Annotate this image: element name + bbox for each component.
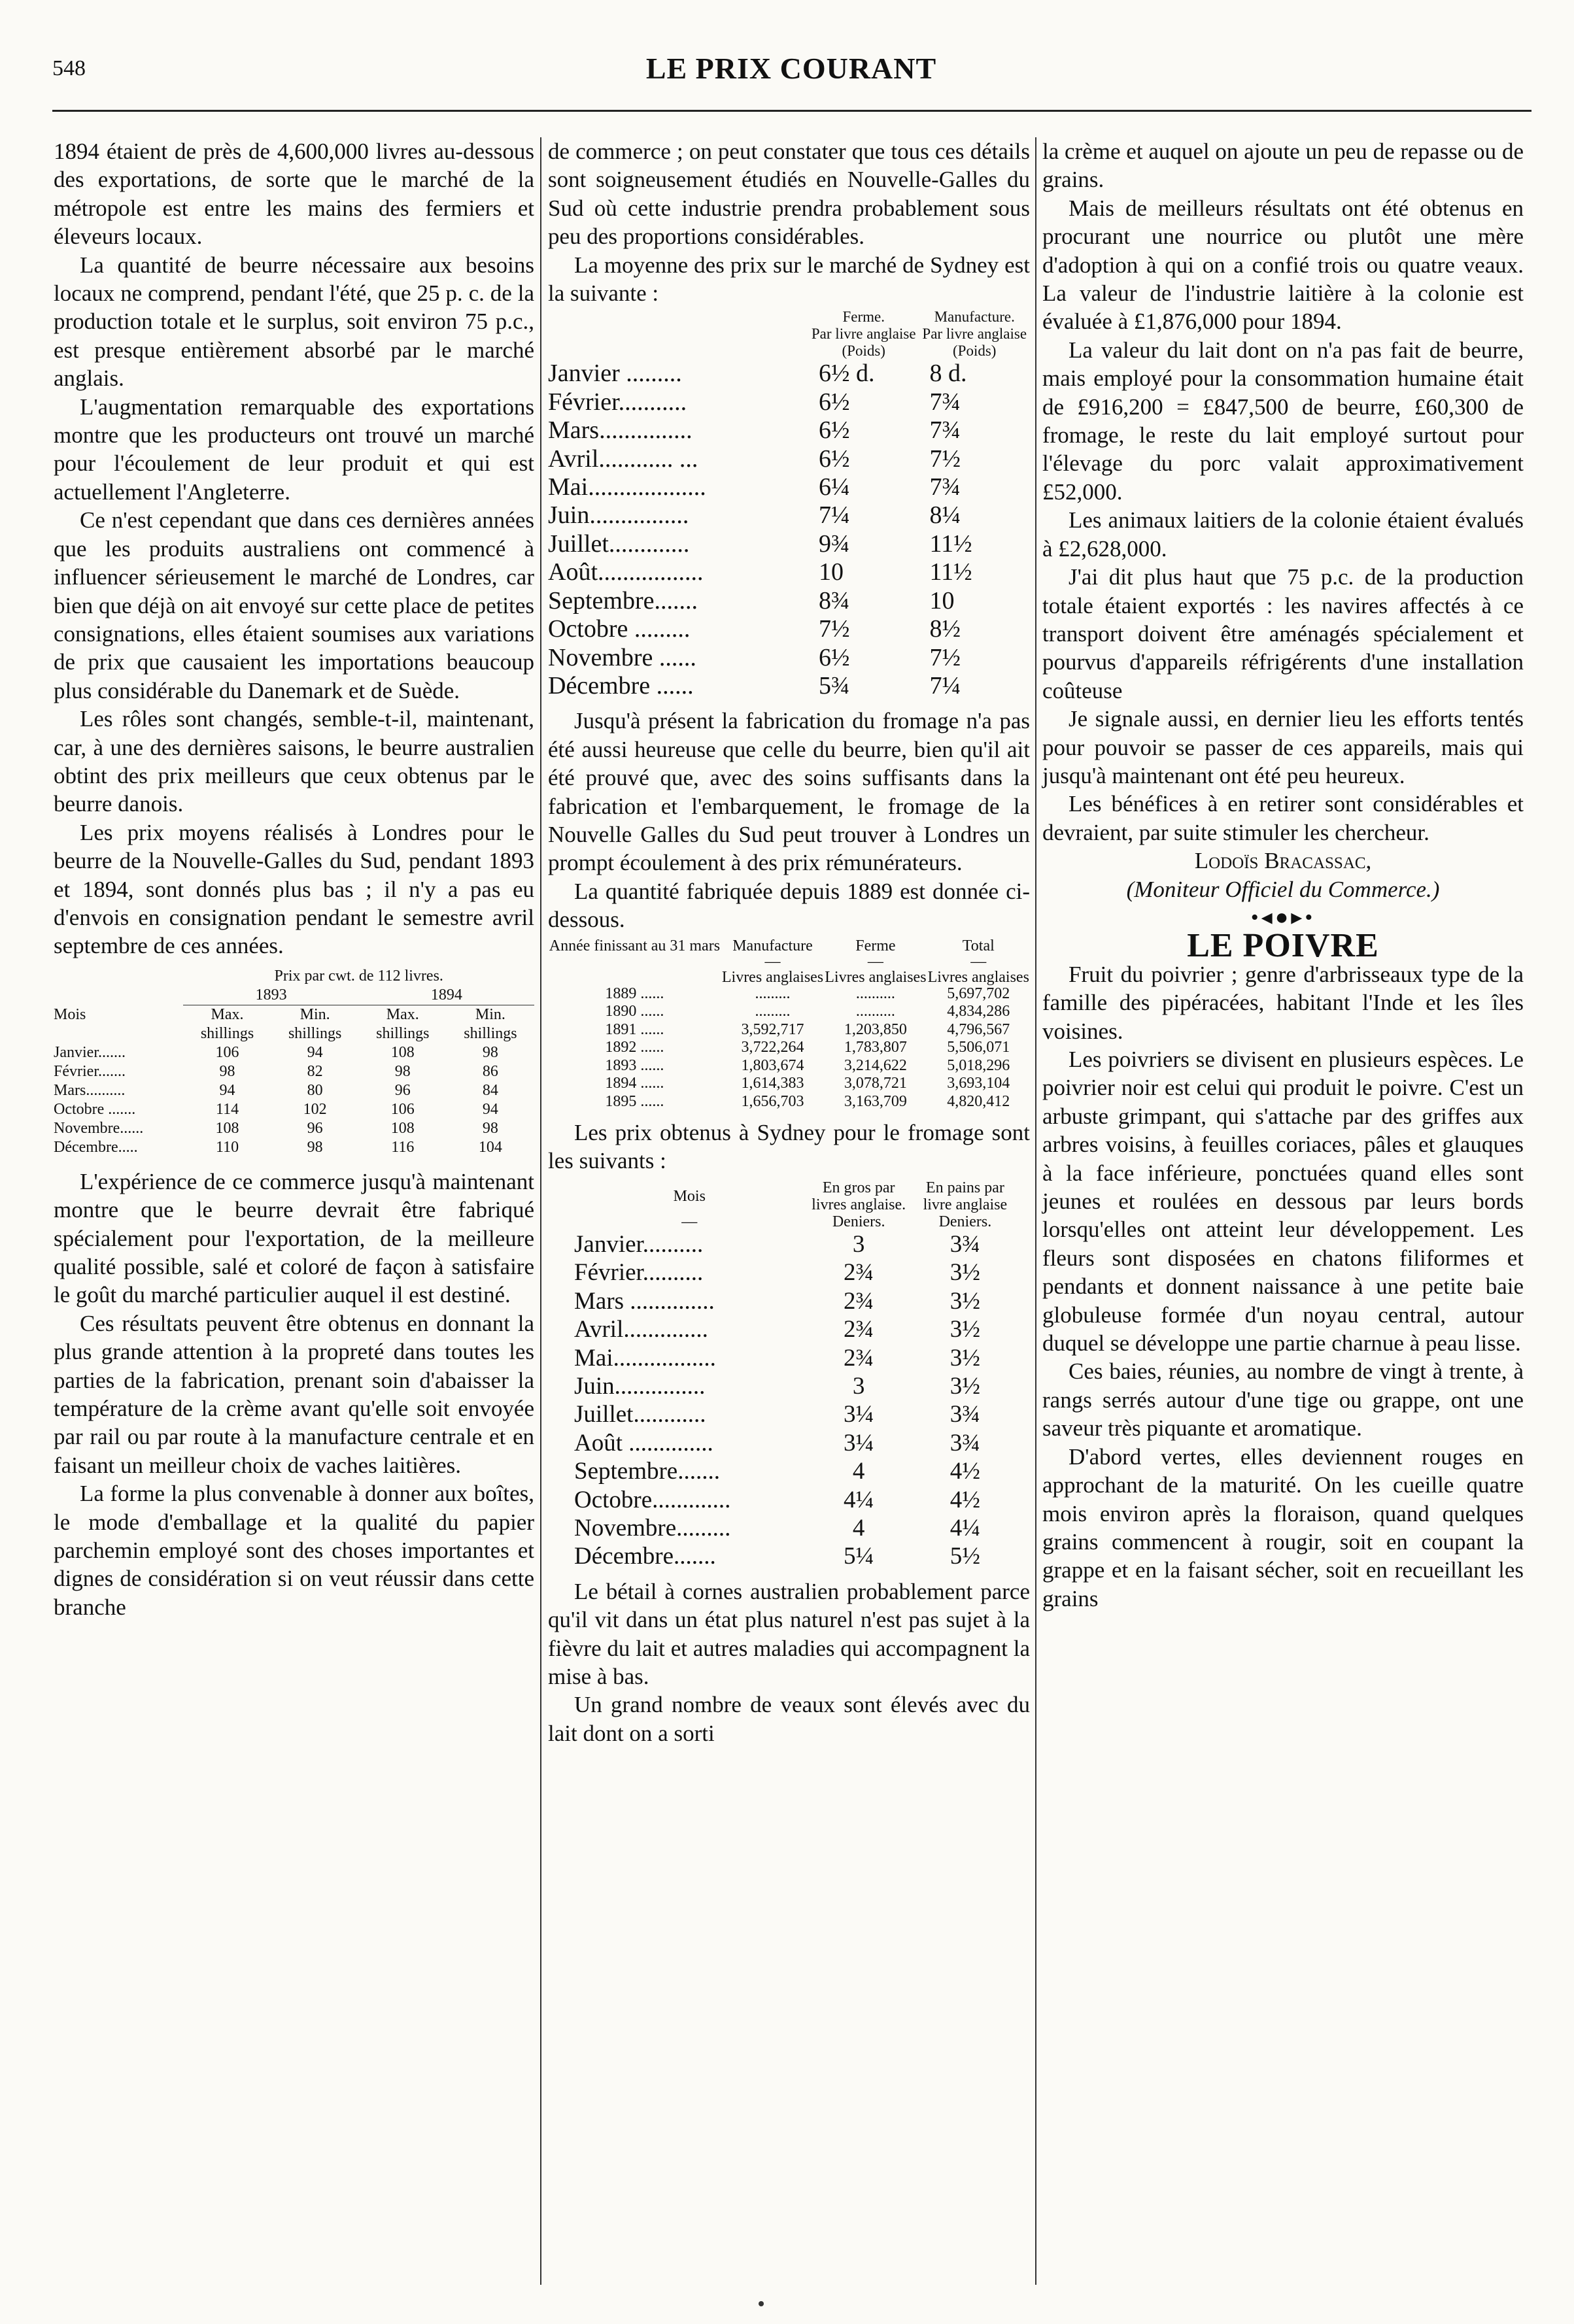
mois-cell: Novembre ...... <box>548 643 696 671</box>
value-cell: 3 <box>852 1372 865 1400</box>
table-row <box>574 1344 1018 1372</box>
unit-header: shillings <box>200 1024 254 1042</box>
paragraph: La quantité fabriquée depuis 1889 est donnée ci-dessous. <box>548 878 1030 933</box>
value-cell: 5,506,071 <box>947 1039 1010 1056</box>
value-cell: 7¾ <box>929 473 961 501</box>
table-row <box>548 1003 1030 1021</box>
value-cell: 96 <box>307 1119 323 1137</box>
value-cell: 4½ <box>950 1486 981 1513</box>
table-row <box>548 388 1030 416</box>
value-cell: 3¼ <box>844 1429 874 1457</box>
value-cell: 1,203,850 <box>844 1020 907 1038</box>
year-cell: 1889 ...... <box>605 985 664 1002</box>
paragraph: Le bétail à cornes australien probablement parce qu'il vit dans un état plus naturel n'est pas sujet à la fièvre du lait et autres maladies qui accompagnent la mise à bas. <box>548 1578 1030 1689</box>
col-header: Manufacture. <box>934 309 1015 326</box>
unit-header: shillings <box>376 1024 430 1042</box>
column-2 <box>548 137 1030 1747</box>
value-cell: 6½ <box>818 388 850 416</box>
table-row <box>548 445 1030 473</box>
cheese-production-table <box>548 938 1030 1111</box>
value-cell: 1,656,703 <box>741 1092 804 1110</box>
mois-cell: Juin............... <box>574 1372 706 1400</box>
mois-cell: Avril.............. <box>574 1316 708 1343</box>
paragraph: Jusqu'à présent la fabrication du fromage n'a pas été aussi heureuse que celle du beurre, bien qu'il ait été prouvé que, avec des soins suffisants dans la fabrication et l'embarquement, le fromage de la Nouvelle Galles du Sud peut trouver à Londres un prompt écoulement à des prix rémunérateurs. <box>548 708 1030 876</box>
mois-cell: Juillet............ <box>574 1401 706 1428</box>
value-cell: 4,820,412 <box>947 1092 1010 1110</box>
paragraph: L'expérience de ce commerce jusqu'à maintenant montre que le beurre devrait être fabriqué spécialement pour l'exportation, de la meilleure qualité possible, salé et coloré de façon à satisfaire le goût du marché particulier auquel il est destiné. <box>54 1168 534 1308</box>
table-row <box>574 1372 1018 1400</box>
mois-cell: Mai................... <box>548 473 706 501</box>
mois-cell: Mars .............. <box>574 1287 715 1315</box>
value-cell: 7¾ <box>929 416 961 445</box>
year-cell: 1891 ...... <box>605 1020 664 1038</box>
table-row <box>54 1138 534 1157</box>
value-cell: 106 <box>215 1043 239 1061</box>
table-row <box>548 360 1030 388</box>
value-cell: 82 <box>307 1062 323 1080</box>
value-cell: 98 <box>394 1062 411 1080</box>
table-header: Prix par cwt. de 112 livres. <box>274 967 443 985</box>
paragraph: La valeur du lait dont on n'a pas fait de beurre, mais employé pour la consommation humaine était de £916,200 = £847,500 de beurre, £60,300 de fromage, le reste du lait employé surtout pour l'élevage du porc valait approximativement £52,000. <box>1042 337 1524 505</box>
value-cell: 84 <box>482 1081 498 1099</box>
mois-cell: Novembre...... <box>54 1119 144 1137</box>
value-cell: ......... <box>755 1003 791 1020</box>
paragraph: Ce n'est cependant que dans ces dernières années que les produits australiens ont commencé à influencer sérieusement le marché de Londres, car bien que déjà on ait envoyé sur cette place de petites consignations, elles étaient soumises aux variations de prix que causaient les importations beaucoup plus considérable du Danemark et de Suède. <box>54 507 534 703</box>
paragraph: 1894 étaient de près de 4,600,000 livres au-dessous des exportations, de sorte que le marché de la métropole est entre les mains des fermiers et éleveurs locaux. <box>54 139 534 250</box>
value-cell: 7¾ <box>929 388 961 416</box>
mois-cell: Février.......... <box>574 1259 704 1287</box>
paragraph: Ces baies, réunies, au nombre de vingt à trente, à rangs serrés autour d'une tige ou grappe, ont une saveur très piquante et aromatique. <box>1042 1358 1524 1441</box>
value-cell: 98 <box>219 1062 235 1080</box>
mois-cell: Janvier.......... <box>574 1230 704 1258</box>
paragraph: Les bénéfices à en retirer sont considérables et devraient, par suite stimuler les chercheur. <box>1042 791 1524 845</box>
value-cell: 7¼ <box>818 501 850 530</box>
value-cell: 5¾ <box>818 671 850 699</box>
mois-cell: Octobre ....... <box>54 1100 136 1118</box>
col-header: Année finissant au 31 mars <box>549 937 721 954</box>
year-cell: 1893 ...... <box>605 1056 664 1074</box>
value-cell: 94 <box>482 1100 498 1118</box>
mois-header: Mois <box>673 1187 706 1205</box>
value-cell: 11½ <box>929 530 972 558</box>
value-cell: 3½ <box>950 1372 981 1400</box>
col-header: Min. <box>475 1005 505 1023</box>
mois-cell: Novembre......... <box>574 1514 731 1541</box>
table-row <box>548 1075 1030 1093</box>
mois-cell: Octobre............. <box>574 1486 731 1513</box>
value-cell: 3,078,721 <box>844 1075 907 1092</box>
table-row <box>574 1400 1018 1428</box>
value-cell: 7½ <box>818 615 850 643</box>
table-row <box>574 1457 1018 1485</box>
author-signature: Lodoïs Bracassac, <box>1194 848 1372 874</box>
value-cell: 8¾ <box>818 586 850 615</box>
value-cell: 10 <box>929 586 955 615</box>
unit-header: Deniers. <box>938 1213 992 1230</box>
col-header: Max. <box>386 1005 419 1023</box>
value-cell: 7¼ <box>929 671 961 699</box>
mois-cell: Mars............... <box>548 416 693 445</box>
mois-cell: Mars.......... <box>54 1081 126 1099</box>
table-row <box>574 1429 1018 1457</box>
value-cell: 4 <box>852 1514 865 1541</box>
col-header: (Poids) <box>842 343 885 360</box>
value-cell: 5½ <box>950 1543 981 1570</box>
table-row <box>548 1057 1030 1075</box>
table-row <box>548 672 1030 700</box>
value-cell: 114 <box>215 1100 239 1118</box>
paragraph: Les animaux laitiers de la colonie étaient évalués à £2,628,000. <box>1042 507 1524 562</box>
value-cell: 1,803,674 <box>741 1056 804 1074</box>
value-cell: ......... <box>755 985 791 1002</box>
value-cell: 6½ <box>818 445 850 473</box>
col-header: Min. <box>299 1005 330 1023</box>
value-cell: 3,163,709 <box>844 1092 907 1110</box>
table-row <box>574 1258 1018 1287</box>
table-row <box>54 1081 534 1100</box>
value-cell: 98 <box>307 1138 323 1156</box>
table-row <box>574 1514 1018 1542</box>
table-row <box>548 1021 1030 1039</box>
value-cell: 3½ <box>950 1287 981 1315</box>
mois-cell: Août .............. <box>574 1429 713 1457</box>
header-rule <box>52 110 1531 112</box>
ornament-divider: •◂●▸• <box>1250 905 1316 930</box>
value-cell: 116 <box>391 1138 415 1156</box>
col-header: Max. <box>211 1005 244 1023</box>
col-header: Ferme. <box>842 309 885 326</box>
value-cell: 3,592,717 <box>741 1020 804 1038</box>
running-title: LE PRIX COURANT <box>645 52 937 85</box>
value-cell: 2¾ <box>844 1259 874 1287</box>
value-cell: 6¼ <box>818 473 850 501</box>
value-cell: 2¾ <box>844 1316 874 1343</box>
mois-cell: Janvier....... <box>54 1043 126 1061</box>
sydney-butter-price-table <box>548 309 1030 700</box>
table-row <box>54 1119 534 1138</box>
col-header: Ferme — Livres anglaises <box>825 937 927 986</box>
value-cell: .......... <box>855 985 895 1002</box>
year-cell: 1894 ...... <box>605 1075 664 1092</box>
value-cell: 102 <box>303 1100 327 1118</box>
mois-cell: Décembre..... <box>54 1138 138 1156</box>
mois-cell: Décembre....... <box>574 1543 716 1570</box>
paragraph: la crème et auquel on ajoute un peu de repasse ou de grains. <box>1042 139 1524 193</box>
value-cell: 104 <box>478 1138 502 1156</box>
column-divider-1 <box>540 137 541 2285</box>
table-row <box>574 1486 1018 1514</box>
value-cell: 3½ <box>950 1259 981 1287</box>
year-header: 1893 <box>183 986 358 1005</box>
value-cell: 5,697,702 <box>947 985 1010 1002</box>
mois-cell: Août................. <box>548 558 704 586</box>
mois-cell: Avril............ ... <box>548 445 698 473</box>
mois-cell: Juin................ <box>548 501 689 530</box>
value-cell: 3½ <box>950 1316 981 1343</box>
value-cell: 6½ <box>818 416 850 445</box>
mois-cell: Février........... <box>548 388 687 416</box>
value-cell: 4¼ <box>844 1486 874 1513</box>
paragraph: J'ai dit plus haut que 75 p.c. de la production totale étaient exportés : les navires affectés à ce transport doivent être aménagés spécialement et pourvus d'appareils réfrigérents d'une installation coûteuse <box>1042 564 1524 703</box>
value-cell: .......... <box>855 1003 895 1020</box>
paragraph: D'abord vertes, elles deviennent rouges en approchant de la maturité. On les cueille quatre mois environ après la floraison, quand quelques grains commencent à rougir, soit en coupant la grappe et en la faisant sécher, soit en recueillant les grains <box>1042 1443 1524 1611</box>
table-row <box>548 985 1030 1003</box>
value-cell: 8¼ <box>929 501 961 530</box>
column-divider-2 <box>1035 137 1036 2285</box>
footer-mark <box>759 2301 764 2306</box>
mois-cell: Décembre ...... <box>548 671 694 699</box>
table-row <box>548 1039 1030 1057</box>
col-header: Manufacture — Livres anglaises <box>721 937 824 986</box>
table-row <box>548 473 1030 501</box>
value-cell: 106 <box>390 1100 415 1118</box>
mois-cell: Septembre....... <box>548 586 698 615</box>
value-cell: 5,018,296 <box>947 1056 1010 1074</box>
unit-header: Deniers. <box>832 1213 885 1230</box>
year-cell: 1892 ...... <box>605 1039 664 1056</box>
paragraph: Un grand nombre de veaux sont élevés avec du lait dont on a sorti <box>548 1692 1030 1746</box>
value-cell: 1,783,807 <box>844 1039 907 1056</box>
paragraph: Je signale aussi, en dernier lieu les efforts tentés pour pouvoir se passer de ces appareils, mais qui jusqu'à maintenant ont été peu heureux. <box>1042 706 1524 788</box>
value-cell: 10 <box>818 558 844 586</box>
col-header: Par livre anglaise <box>922 326 1027 343</box>
year-cell: 1890 ...... <box>605 1003 664 1020</box>
value-cell: 98 <box>482 1043 498 1061</box>
value-cell: 4,796,567 <box>947 1020 1010 1038</box>
value-cell: 3,693,104 <box>947 1075 1010 1092</box>
col-header: Total — Livres anglaises <box>927 937 1029 986</box>
value-cell: 3½ <box>950 1344 981 1372</box>
value-cell: 86 <box>482 1062 498 1080</box>
table-row <box>574 1315 1018 1343</box>
col-header: (Poids) <box>953 343 997 360</box>
paragraph: Les prix obtenus à Sydney pour le fromage sont les suivants : <box>548 1120 1030 1174</box>
table-row <box>548 530 1030 558</box>
page-header <box>52 51 1530 97</box>
table-row <box>54 1043 534 1062</box>
table-row <box>54 1062 534 1081</box>
mois-cell: Février....... <box>54 1062 126 1080</box>
mois-cell: Mai................. <box>574 1344 716 1372</box>
value-cell: 6½ d. <box>818 360 875 388</box>
value-cell: 9¾ <box>818 530 850 558</box>
table-row <box>548 587 1030 615</box>
value-cell: 3¾ <box>950 1230 981 1258</box>
paragraph: de commerce ; on peut constater que tous ces détails sont soigneusement étudiés en Nouvelle-Galles du Sud où cette industrie prendra probablement sous peu des proportions considérables. <box>548 139 1030 250</box>
value-cell: 11½ <box>929 558 972 586</box>
column-3 <box>1042 137 1524 1613</box>
value-cell: 3¼ <box>844 1401 874 1428</box>
paragraph: L'augmentation remarquable des exportations montre que les producteurs ont trouvé un marché pour l'écoulement de leur produit et qui est actuellement l'Angleterre. <box>54 394 534 505</box>
paragraph: La forme la plus convenable à donner aux boîtes, le mode d'emballage et la qualité du papier parchemin employé sont des choses importantes et dignes de considération si on veut réussir dans cette branche <box>54 1481 534 1620</box>
value-cell: 7½ <box>929 643 961 671</box>
paragraph: Les rôles sont changés, semble-t-il, maintenant, car, à une des dernières saisons, le beurre australien obtint des prix meilleurs que ceux obtenus par le beurre danois. <box>54 706 534 817</box>
value-cell: 6½ <box>818 643 850 671</box>
value-cell: 4 <box>852 1458 865 1485</box>
paragraph: Mais de meilleurs résultats ont été obtenus en procurant une nourrice ou plutôt une mère d'adoption à qui on a confié trois ou quatre veaux. La valeur de l'industrie laitière à la colonie est évaluée à £1,876,000 pour 1894. <box>1042 195 1524 335</box>
value-cell: 96 <box>394 1081 411 1099</box>
paragraph: La moyenne des prix sur le marché de Sydney est la suivante : <box>548 252 1030 307</box>
value-cell: 108 <box>390 1119 415 1137</box>
value-cell: 7½ <box>929 445 961 473</box>
value-cell: 4,834,286 <box>947 1003 1010 1020</box>
value-cell: 94 <box>219 1081 235 1099</box>
unit-header: shillings <box>464 1024 517 1042</box>
london-butter-price-table <box>54 967 534 1157</box>
table-row <box>548 644 1030 672</box>
table-row <box>574 1287 1018 1315</box>
table-row <box>548 416 1030 445</box>
value-cell: 3,214,622 <box>844 1056 907 1074</box>
page-number: 548 <box>52 56 86 80</box>
col-header: En pains par livre anglaise <box>923 1179 1008 1213</box>
value-cell: 4¼ <box>950 1514 981 1541</box>
table-row <box>574 1230 1018 1258</box>
paragraph: Fruit du poivrier ; genre d'arbrisseaux type de la famille des pipéracées, habitant l'Inde et les îles voisines. <box>1042 961 1524 1044</box>
value-cell: 2¾ <box>844 1287 874 1315</box>
value-cell: 8½ <box>929 615 961 643</box>
value-cell: 2¾ <box>844 1344 874 1372</box>
value-cell: 3 <box>852 1230 865 1258</box>
unit-header: shillings <box>288 1024 342 1042</box>
table-row <box>548 558 1030 586</box>
mois-cell: Septembre....... <box>574 1458 720 1485</box>
paragraph: Les poivriers se divisent en plusieurs espèces. Le poivrier noir est celui qui produit le poivre. C'est un arbuste grimpant, qui s'attache par des griffes aux arbres voisins, à feuilles coriaces, pâles et glauques à la face inférieure, ponctuées quand elles sont jeunes et roulées en dessous par leurs bords lorsqu'elles ont atteint leur développement. Les fleurs sont disposées en chatons filiformes et pendants et donnent naissance à une petite baie globuleuse formée d'un noyau central, autour duquel se développe une partie charnue à peau lisse. <box>1042 1047 1524 1356</box>
table-row <box>548 501 1030 530</box>
mois-cell: Janvier ......... <box>548 360 682 388</box>
value-cell: 98 <box>482 1119 498 1137</box>
value-cell: 94 <box>307 1043 323 1061</box>
value-cell: 3¾ <box>950 1401 981 1428</box>
source-citation: (Moniteur Officiel du Commerce.) <box>1126 876 1440 902</box>
col-header: Par livre anglaise <box>811 326 916 343</box>
value-cell: 8 d. <box>929 360 967 388</box>
value-cell: 108 <box>390 1043 415 1061</box>
value-cell: 80 <box>307 1081 323 1099</box>
paragraph: Les prix moyens réalisés à Londres pour le beurre de la Nouvelle-Galles du Sud, pendant 1893 et 1894, sont donnés plus bas ; il n'y a pas eu d'envois en consignation pendant le semestre avril septembre de ces années. <box>54 819 534 959</box>
value-cell: 3¾ <box>950 1429 981 1457</box>
value-cell: 3,722,264 <box>741 1039 804 1056</box>
value-cell: 110 <box>215 1138 239 1156</box>
table-row <box>54 1100 534 1119</box>
section-title: LE POIVRE <box>1187 927 1379 965</box>
mois-cell: Octobre ......... <box>548 615 691 643</box>
table-row <box>574 1542 1018 1570</box>
paragraph: Ces résultats peuvent être obtenus en donnant la plus grande attention à la propreté dans toutes les parties de la fabrication, prenant soin d'abaisser la température de la crème avant qu'elle soit envoyée par rail ou par route à la manufacture centrale et en faisant un meilleur choix de vaches laitières. <box>54 1310 534 1478</box>
table-row <box>548 1093 1030 1111</box>
column-1 <box>54 137 534 1621</box>
mois-cell: Juillet............. <box>548 530 690 558</box>
value-cell: 1,614,383 <box>741 1075 804 1092</box>
paragraph: La quantité de beurre nécessaire aux besoins locaux ne comprend, pendant l'été, que 25 p. c. de la production totale et le surplus, soit environ 75 p.c., est presque entièrement absorbé par le marché anglais. <box>54 252 534 392</box>
sydney-cheese-price-table: Mois En gros par livres anglaise. En pains par livre anglaise — Deniers. Deniers. Janvier.......... 3 3¾ Février.......... 2¾ 3½ Mars .............. 2¾ 3½ Avril.............. 2¾ 3½ Mai................. 2¾ 3½ Juin............... 3 3½ Juillet............ 3¼ 3¾ Août .............. 3¼ 3¾ Septembre....... 4 4½ Octobre............. 4¼ 4½ Novembre......... 4 4¼ Décembre....... 5¼ 5½ <box>574 1179 1018 1571</box>
year-header: 1894 <box>359 986 534 1005</box>
mois-header: Mois <box>54 1005 86 1023</box>
value-cell: 4½ <box>950 1458 981 1485</box>
col-header: En gros par livres anglaise. <box>812 1179 906 1213</box>
value-cell: 5¼ <box>844 1543 874 1570</box>
year-cell: 1895 ...... <box>605 1092 664 1110</box>
table-row <box>548 615 1030 643</box>
value-cell: 108 <box>215 1119 239 1137</box>
